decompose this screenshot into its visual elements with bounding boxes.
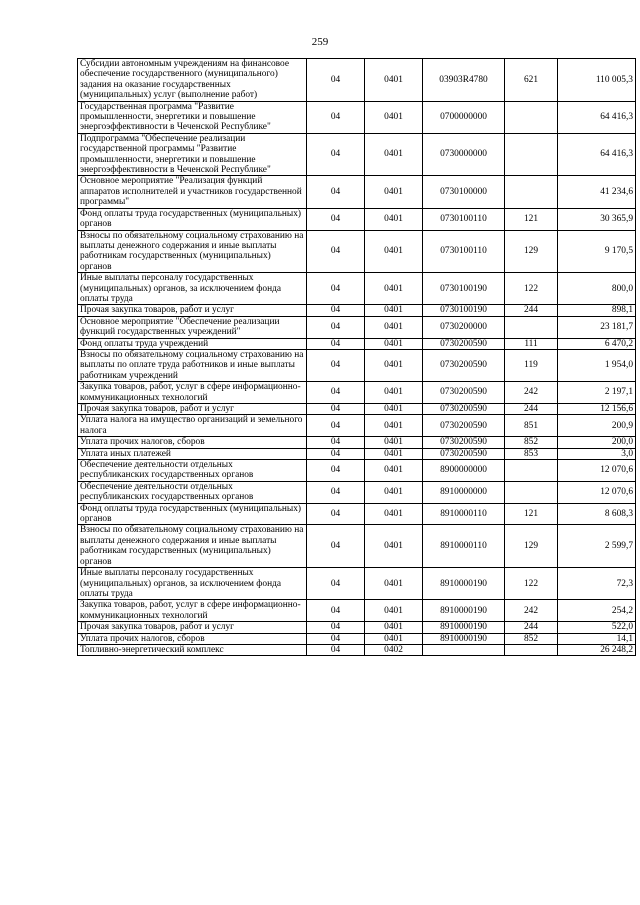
row-section-cell: 04	[307, 600, 365, 622]
row-subsection-cell: 0401	[365, 230, 423, 273]
table-row	[78, 208, 636, 230]
row-sum-cell: 30 365,9	[558, 208, 636, 230]
row-subsection-cell: 0401	[365, 600, 423, 622]
row-expense-type-cell: 111	[505, 338, 558, 349]
row-sum-cell: 64 416,3	[558, 101, 636, 133]
table-row	[78, 273, 636, 305]
row-target-article-cell: 8910000190	[423, 568, 505, 600]
row-subsection-cell: 0401	[365, 460, 423, 482]
row-subsection-cell: 0401	[365, 316, 423, 338]
table-row	[78, 600, 636, 622]
row-sum-cell: 72,3	[558, 568, 636, 600]
table-row	[78, 503, 636, 525]
table-row	[78, 525, 636, 568]
row-section-cell: 04	[307, 349, 365, 381]
row-section-cell: 04	[307, 622, 365, 633]
row-sum-cell: 8 608,3	[558, 503, 636, 525]
page-number: 259	[311, 36, 329, 48]
table-row	[78, 316, 636, 338]
row-sum-cell: 1 954,0	[558, 349, 636, 381]
row-name-cell: Государственная программа "Развитие промышленности, энергетики и повышение энергоэффективности в Чеченской Республике"	[78, 101, 307, 133]
row-target-article-cell: 8910000000	[423, 481, 505, 503]
row-subsection-cell: 0401	[365, 305, 423, 316]
row-target-article-cell: 0730100110	[423, 230, 505, 273]
row-name-cell: Прочая закупка товаров, работ и услуг	[78, 622, 307, 633]
row-section-cell: 04	[307, 101, 365, 133]
row-name-cell: Обеспечение деятельности отдельных республиканских государственных органов	[78, 481, 307, 503]
table-row	[78, 101, 636, 133]
row-subsection-cell: 0401	[365, 101, 423, 133]
row-subsection-cell: 0401	[365, 176, 423, 208]
row-name-cell: Закупка товаров, работ, услуг в сфере информационно-коммуникационных технологий	[78, 600, 307, 622]
row-expense-type-cell	[505, 101, 558, 133]
table-row	[78, 305, 636, 316]
row-name-cell: Уплата прочих налогов, сборов	[78, 633, 307, 644]
row-sum-cell: 41 234,6	[558, 176, 636, 208]
budget-table-body	[78, 59, 636, 656]
row-sum-cell: 2 599,7	[558, 525, 636, 568]
row-expense-type-cell	[505, 644, 558, 655]
row-sum-cell: 2 197,1	[558, 382, 636, 404]
row-sum-cell: 12 070,6	[558, 481, 636, 503]
row-name-cell: Топливно-энергетический комплекс	[78, 644, 307, 655]
row-expense-type-cell: 244	[505, 404, 558, 415]
row-sum-cell: 9 170,5	[558, 230, 636, 273]
row-target-article-cell: 8910000110	[423, 525, 505, 568]
budget-table	[77, 58, 636, 656]
row-target-article-cell: 0730000000	[423, 133, 505, 176]
row-expense-type-cell	[505, 481, 558, 503]
row-section-cell: 04	[307, 460, 365, 482]
row-expense-type-cell: 121	[505, 208, 558, 230]
table-row	[78, 59, 636, 102]
table-row	[78, 230, 636, 273]
row-expense-type-cell: 852	[505, 633, 558, 644]
row-subsection-cell: 0401	[365, 448, 423, 459]
row-section-cell: 04	[307, 59, 365, 102]
row-section-cell: 04	[307, 568, 365, 600]
row-name-cell: Фонд оплаты труда государственных (муниципальных) органов	[78, 208, 307, 230]
row-name-cell: Взносы по обязательному социальному страхованию на выплаты денежного содержания и иные выплаты работникам государственных (муниципальных) органов	[78, 525, 307, 568]
row-subsection-cell: 0401	[365, 273, 423, 305]
row-sum-cell: 800,0	[558, 273, 636, 305]
row-name-cell: Уплата прочих налогов, сборов	[78, 437, 307, 448]
row-expense-type-cell	[505, 460, 558, 482]
row-subsection-cell: 0401	[365, 59, 423, 102]
row-sum-cell: 12 156,6	[558, 404, 636, 415]
table-row	[78, 382, 636, 404]
row-subsection-cell: 0401	[365, 525, 423, 568]
row-name-cell: Обеспечение деятельности отдельных республиканских государственных органов	[78, 460, 307, 482]
row-sum-cell: 200,0	[558, 437, 636, 448]
table-row	[78, 633, 636, 644]
row-target-article-cell: 0730200590	[423, 349, 505, 381]
row-expense-type-cell	[505, 176, 558, 208]
row-section-cell: 04	[307, 644, 365, 655]
row-expense-type-cell: 119	[505, 349, 558, 381]
row-target-article-cell: 8910000110	[423, 503, 505, 525]
row-subsection-cell: 0401	[365, 133, 423, 176]
row-subsection-cell: 0402	[365, 644, 423, 655]
row-subsection-cell: 0401	[365, 208, 423, 230]
row-expense-type-cell: 122	[505, 273, 558, 305]
row-sum-cell: 110 005,3	[558, 59, 636, 102]
table-row	[78, 568, 636, 600]
row-expense-type-cell: 244	[505, 622, 558, 633]
row-sum-cell: 12 070,6	[558, 460, 636, 482]
row-target-article-cell: 8900000000	[423, 460, 505, 482]
row-section-cell: 04	[307, 415, 365, 437]
table-row	[78, 460, 636, 482]
row-section-cell: 04	[307, 208, 365, 230]
table-row	[78, 338, 636, 349]
row-target-article-cell: 0730100190	[423, 305, 505, 316]
row-name-cell: Фонд оплаты труда государственных (муниципальных) органов	[78, 503, 307, 525]
row-expense-type-cell: 853	[505, 448, 558, 459]
row-subsection-cell: 0401	[365, 382, 423, 404]
row-section-cell: 04	[307, 503, 365, 525]
row-name-cell: Взносы по обязательному социальному страхованию на выплаты денежного содержания и иные выплаты работникам государственных (муниципальных) органов	[78, 230, 307, 273]
row-name-cell: Прочая закупка товаров, работ и услуг	[78, 305, 307, 316]
row-target-article-cell	[423, 644, 505, 655]
row-expense-type-cell: 122	[505, 568, 558, 600]
row-subsection-cell: 0401	[365, 349, 423, 381]
row-subsection-cell: 0401	[365, 633, 423, 644]
row-name-cell: Фонд оплаты труда учреждений	[78, 338, 307, 349]
row-subsection-cell: 0401	[365, 503, 423, 525]
row-expense-type-cell: 852	[505, 437, 558, 448]
row-name-cell: Взносы по обязательному социальному страхованию на выплаты по оплате труда работников и иные выплаты работникам учреждений	[78, 349, 307, 381]
row-name-cell: Уплата налога на имущество организаций и земельного налога	[78, 415, 307, 437]
row-sum-cell: 23 181,7	[558, 316, 636, 338]
row-section-cell: 04	[307, 633, 365, 644]
row-sum-cell: 898,1	[558, 305, 636, 316]
row-section-cell: 04	[307, 448, 365, 459]
row-expense-type-cell: 121	[505, 503, 558, 525]
row-target-article-cell: 0730100110	[423, 208, 505, 230]
table-row	[78, 404, 636, 415]
table-row	[78, 644, 636, 655]
row-subsection-cell: 0401	[365, 481, 423, 503]
row-section-cell: 04	[307, 230, 365, 273]
row-section-cell: 04	[307, 316, 365, 338]
row-section-cell: 04	[307, 133, 365, 176]
row-name-cell: Основное мероприятие "Реализация функций аппаратов исполнителей и участников государственной программы"	[78, 176, 307, 208]
row-subsection-cell: 0401	[365, 338, 423, 349]
table-row	[78, 133, 636, 176]
row-target-article-cell: 8910000190	[423, 633, 505, 644]
row-section-cell: 04	[307, 176, 365, 208]
row-name-cell: Подпрограмма "Обеспечение реализации государственной программы "Развитие промышленности, энергетики и повышение энергоэффективности в Чеченской Республике"	[78, 133, 307, 176]
row-section-cell: 04	[307, 481, 365, 503]
row-subsection-cell: 0401	[365, 622, 423, 633]
row-section-cell: 04	[307, 273, 365, 305]
row-expense-type-cell: 621	[505, 59, 558, 102]
row-subsection-cell: 0401	[365, 437, 423, 448]
row-expense-type-cell: 242	[505, 382, 558, 404]
row-expense-type-cell	[505, 133, 558, 176]
row-target-article-cell: 0730200590	[423, 338, 505, 349]
row-sum-cell: 6 470,2	[558, 338, 636, 349]
table-row	[78, 437, 636, 448]
row-sum-cell: 14,1	[558, 633, 636, 644]
row-subsection-cell: 0401	[365, 568, 423, 600]
row-section-cell: 04	[307, 338, 365, 349]
row-subsection-cell: 0401	[365, 404, 423, 415]
row-target-article-cell: 8910000190	[423, 600, 505, 622]
row-target-article-cell: 0730200590	[423, 448, 505, 459]
row-section-cell: 04	[307, 382, 365, 404]
row-subsection-cell: 0401	[365, 415, 423, 437]
row-target-article-cell: 0730100190	[423, 273, 505, 305]
row-name-cell: Иные выплаты персоналу государственных (муниципальных) органов, за исключением фонда оплаты труда	[78, 568, 307, 600]
row-target-article-cell: 0730200590	[423, 415, 505, 437]
row-target-article-cell: 0730100000	[423, 176, 505, 208]
row-sum-cell: 3,0	[558, 448, 636, 459]
row-sum-cell: 254,2	[558, 600, 636, 622]
row-expense-type-cell	[505, 316, 558, 338]
row-section-cell: 04	[307, 525, 365, 568]
row-sum-cell: 26 248,2	[558, 644, 636, 655]
table-row	[78, 622, 636, 633]
row-target-article-cell: 0730200590	[423, 404, 505, 415]
row-name-cell: Субсидии автономным учреждениям на финансовое обеспечение государственного (муниципального) задания на оказание государственных (муниципальных) услуг (выполнение работ)	[78, 59, 307, 102]
row-sum-cell: 200,9	[558, 415, 636, 437]
row-name-cell: Уплата иных платежей	[78, 448, 307, 459]
table-row	[78, 415, 636, 437]
table-row	[78, 176, 636, 208]
row-name-cell: Закупка товаров, работ, услуг в сфере информационно-коммуникационных технологий	[78, 382, 307, 404]
row-section-cell: 04	[307, 404, 365, 415]
row-expense-type-cell: 129	[505, 525, 558, 568]
row-name-cell: Прочая закупка товаров, работ и услуг	[78, 404, 307, 415]
table-row	[78, 349, 636, 381]
row-sum-cell: 522,0	[558, 622, 636, 633]
row-expense-type-cell: 244	[505, 305, 558, 316]
row-target-article-cell: 0730200590	[423, 437, 505, 448]
row-target-article-cell: 8910000190	[423, 622, 505, 633]
row-name-cell: Иные выплаты персоналу государственных (муниципальных) органов, за исключением фонда оплаты труда	[78, 273, 307, 305]
row-target-article-cell: 0730200000	[423, 316, 505, 338]
row-target-article-cell: 03903R4780	[423, 59, 505, 102]
table-row	[78, 481, 636, 503]
row-name-cell: Основное мероприятие "Обеспечение реализации функций государственных учреждений"	[78, 316, 307, 338]
row-target-article-cell: 0730200590	[423, 382, 505, 404]
table-row	[78, 448, 636, 459]
row-target-article-cell: 0700000000	[423, 101, 505, 133]
row-expense-type-cell: 242	[505, 600, 558, 622]
row-sum-cell: 64 416,3	[558, 133, 636, 176]
row-expense-type-cell: 851	[505, 415, 558, 437]
row-section-cell: 04	[307, 305, 365, 316]
row-section-cell: 04	[307, 437, 365, 448]
row-expense-type-cell: 129	[505, 230, 558, 273]
